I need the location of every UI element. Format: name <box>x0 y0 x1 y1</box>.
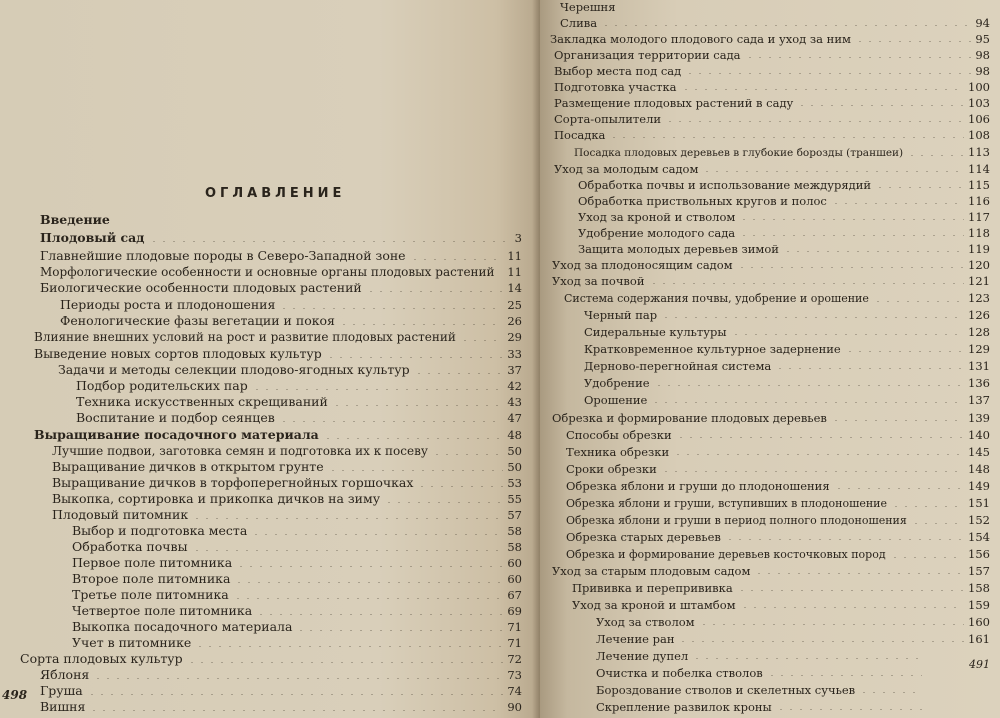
toc-entry: Фенологические фазы вегетации и покоя 26 <box>60 313 522 328</box>
toc-entry: Подбор родительских пар 42 <box>76 378 522 393</box>
toc-entry: Орошение 137 <box>584 393 990 407</box>
toc-entry: Обрезка яблони и груши, вступивших в плодоношение 151 <box>566 496 990 510</box>
toc-entry: Слива 94 <box>560 16 990 30</box>
toc-entry: Бороздование стволов и скелетных сучьев <box>596 683 926 697</box>
toc-entry: Черный пар 126 <box>584 308 990 322</box>
toc-entry: Второе поле питомника 60 <box>72 571 522 586</box>
toc-entry: Уход за почвой 121 <box>552 274 990 288</box>
toc-entry: Выбор и подготовка места 58 <box>72 523 522 538</box>
toc-entry: Первое поле питомника 60 <box>72 555 522 570</box>
toc-entry: Уход за стволом 160 <box>596 615 990 629</box>
toc-entry: Периоды роста и плодоношения 25 <box>60 297 522 312</box>
right-corner-number: 491 <box>969 658 990 671</box>
toc-entry: Дерново-перегнойная система 131 <box>584 359 990 373</box>
toc-entry: Груша 74 <box>40 683 522 698</box>
toc-entry: Четвертое поле питомника 69 <box>72 603 522 618</box>
toc-entry: Лечение дупел <box>596 649 926 663</box>
toc-entry: Выращивание дичков в торфоперегнойных горшочках 53 <box>52 475 522 490</box>
toc-entry: Уход за старым плодовым садом 157 <box>552 564 990 578</box>
toc-entry: Лечение ран 161 <box>596 632 990 646</box>
toc-entry: Скрепление развилок кроны <box>596 700 926 714</box>
toc-entry: Прививка и перепрививка 158 <box>572 581 990 595</box>
toc-entry: Плодовый сад 3 <box>40 230 522 245</box>
toc-entry: Подготовка участка 100 <box>554 80 990 94</box>
toc-entry: Размещение плодовых растений в саду 103 <box>554 96 990 110</box>
toc-entry: Воспитание и подбор сеянцев 47 <box>76 410 522 425</box>
toc-entry: Защита молодых деревьев зимой 119 <box>578 242 990 256</box>
toc-entry: Вишня 90 <box>40 699 522 714</box>
toc-entry: Обработка приствольных кругов и полос 116 <box>578 194 990 208</box>
toc-entry: Яблоня 73 <box>40 667 522 682</box>
toc-entry: Система содержания почвы, удобрение и орошение 123 <box>564 291 990 305</box>
toc-entry: Уход за плодоносящим садом 120 <box>552 258 990 272</box>
toc-entry: Сидеральные культуры 128 <box>584 325 990 339</box>
toc-entry: Морфологические особенности и основные органы плодовых растений 11 <box>40 265 522 279</box>
toc-entry: Удобрение молодого сада 118 <box>578 226 990 240</box>
toc-entry: Закладка молодого плодового сада и уход за ним 95 <box>550 32 990 46</box>
toc-title: ОГЛАВЛЕНИЕ <box>205 186 346 201</box>
toc-entry: Выращивание дичков в открытом грунте 50 <box>52 459 522 474</box>
toc-entry: Обрезка и формирование деревьев косточковых пород 156 <box>566 547 990 561</box>
toc-entry: Выбор места под сад 98 <box>554 64 990 78</box>
toc-entry: Выведение новых сортов плодовых культур 33 <box>34 346 522 361</box>
toc-entry: Введение <box>40 212 110 227</box>
toc-entry: Организация территории сада 98 <box>554 48 990 62</box>
toc-entry: Сорта-опылители 106 <box>554 112 990 126</box>
toc-entry: Очистка и побелка стволов <box>596 666 926 680</box>
toc-entry: Обрезка старых деревьев 154 <box>566 530 990 544</box>
toc-entry: Задачи и методы селекции плодово-ягодных культур 37 <box>58 362 522 377</box>
toc-entry: Учет в питомнике 71 <box>72 635 522 650</box>
toc-entry: Выкопка, сортировка и прикопка дичков на зиму 55 <box>52 491 522 506</box>
toc-entry: Главнейшие плодовые породы в Северо-Западной зоне 11 <box>40 248 522 263</box>
toc-entry: Посадка 108 <box>554 128 990 142</box>
toc-entry: Сроки обрезки 148 <box>566 462 990 476</box>
toc-entry: Уход за кроной и стволом 117 <box>578 210 990 224</box>
toc-entry: Уход за молодым садом 114 <box>554 162 990 176</box>
toc-entry: Кратковременное культурное задернение 129 <box>584 342 990 356</box>
toc-entry: Техника обрезки 145 <box>566 445 990 459</box>
toc-entry: Техника искусственных скрещиваний 43 <box>76 394 522 409</box>
toc-entry: Обрезка яблони и груши до плодоношения 149 <box>566 479 990 493</box>
toc-entry: Удобрение 136 <box>584 376 990 390</box>
toc-entry: Обрезка яблони и груши в период полного плодоношения 152 <box>566 513 990 527</box>
toc-entry: Обработка почвы 58 <box>72 539 522 554</box>
toc-entry: Посадка плодовых деревьев в глубокие борозды (траншеи) 113 <box>574 145 990 159</box>
toc-entry: Сорта плодовых культур 72 <box>20 651 522 666</box>
toc-entry: Плодовый питомник 57 <box>52 507 522 522</box>
toc-entry: Обработка почвы и использование междурядий 115 <box>578 178 990 192</box>
toc-entry: Обрезка и формирование плодовых деревьев 139 <box>552 411 990 425</box>
toc-entry: Влияние внешних условий на рост и развитие плодовых растений 29 <box>34 330 522 344</box>
toc-entry: Лучшие подвои, заготовка семян и подготовка их к посеву 50 <box>52 444 522 458</box>
toc-entry: Выращивание посадочного материала 48 <box>34 427 522 442</box>
right-page <box>540 0 1000 718</box>
toc-entry: Биологические особенности плодовых растений 14 <box>40 280 522 295</box>
left-corner-number: 498 <box>2 688 28 702</box>
toc-entry: Третье поле питомника 67 <box>72 587 522 602</box>
toc-entry: Уход за кроной и штамбом 159 <box>572 598 990 612</box>
toc-entry: Выкопка посадочного материала 71 <box>72 619 522 634</box>
toc-entry: Способы обрезки 140 <box>566 428 990 442</box>
toc-entry: Черешня <box>560 0 616 14</box>
